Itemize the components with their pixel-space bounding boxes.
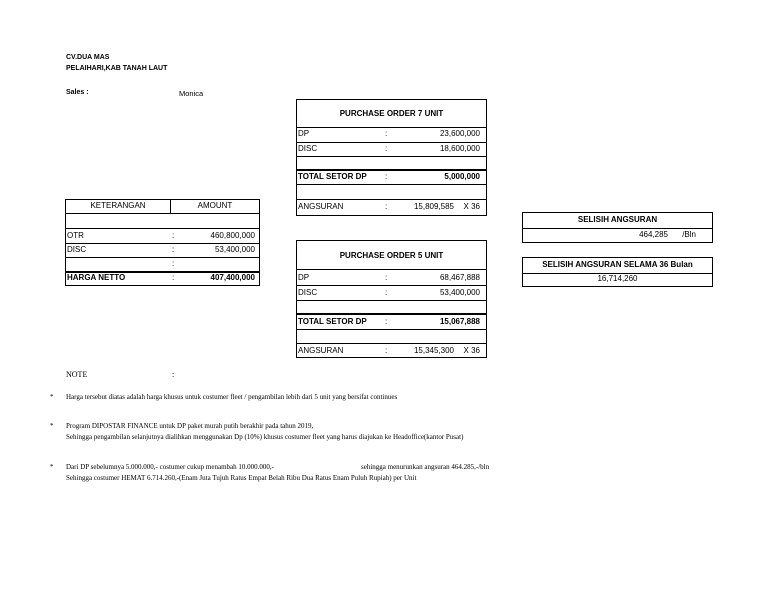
po7-dp-row: DP : 23,600,000 xyxy=(298,129,480,138)
keterangan-header: KETERANGAN xyxy=(90,201,146,210)
note-label: NOTE xyxy=(66,370,88,379)
note-line: Dari DP sebelumnya 5.000.000,- costumer cukup menambah 10.000.000,- xyxy=(66,463,274,471)
note-colon: : xyxy=(172,370,175,379)
po7-angsuran-row: ANGSURAN : 15,809,585 X 36 xyxy=(298,202,480,211)
selisih36-box xyxy=(522,257,713,287)
table-row: OTR : 460,800,000 xyxy=(67,231,255,240)
po5-dp-row: DP : 68,467,888 xyxy=(298,273,480,282)
selisih-row: 464,285 /Bln xyxy=(639,230,696,239)
keterangan-table xyxy=(65,199,260,286)
po7-disc-row: DISC : 18,600,000 xyxy=(298,144,480,153)
po7-total-row: TOTAL SETOR DP : 5,000,000 xyxy=(298,172,480,181)
note-line: sehingga menurunkan angsuran 464.285,-/bln xyxy=(361,463,490,471)
note-line: Sehingga pengambilan selanjutnya dialihkan menggunakan Dp (10%) khusus costumer fleet yang harus diajukan ke Headoffice(kantor Pusat) xyxy=(66,433,464,441)
note-bullet: * xyxy=(50,463,54,471)
po5-table xyxy=(296,240,487,358)
selisih36-value: 16,714,260 xyxy=(597,274,638,283)
po7-title: PURCHASE ORDER 7 UNIT xyxy=(339,109,444,118)
note-bullet: * xyxy=(50,422,54,430)
note-line: Program DIPOSTAR FINANCE untuk DP paket murah putih berakhir pada tahun 2019, xyxy=(66,422,314,430)
sales-label: Sales : xyxy=(66,89,89,96)
table-row: DISC : 53,400,000 xyxy=(67,245,255,254)
note-line: Harga tersebut diatas adalah harga khusus untuk costumer fleet / pengambilan lebih dari 5 unit yang bersifat continues xyxy=(66,393,398,401)
table-row: : xyxy=(172,259,175,268)
po5-title: PURCHASE ORDER 5 UNIT xyxy=(339,251,444,260)
note-bullet: * xyxy=(50,393,54,401)
selisih-box xyxy=(522,212,713,243)
company-address: PELAIHARI,KAB TANAH LAUT xyxy=(66,65,168,72)
note-line: Sehingga costumer HEMAT 6.714.260,-(Enam Juta Tujuh Ratus Empat Belah Ribu Dua Ratus Enam Puluh Rupiah) per Unit xyxy=(66,474,417,482)
selisih-title: SELISIH ANGSURAN xyxy=(577,215,658,224)
company-name: CV.DUA MAS xyxy=(66,54,110,61)
sales-value: Monica xyxy=(179,89,204,98)
harga-netto-row: HARGA NETTO : 407,400,000 xyxy=(67,273,255,282)
amount-header: AMOUNT xyxy=(197,201,233,210)
po7-table xyxy=(296,99,487,216)
selisih36-title: SELISIH ANGSURAN SELAMA 36 Bulan xyxy=(542,260,693,269)
po5-total-row: TOTAL SETOR DP : 15,067,888 xyxy=(298,317,480,326)
po5-disc-row: DISC : 53,400,000 xyxy=(298,288,480,297)
po5-angsuran-row: ANGSURAN : 15,345,300 X 36 xyxy=(298,346,480,355)
